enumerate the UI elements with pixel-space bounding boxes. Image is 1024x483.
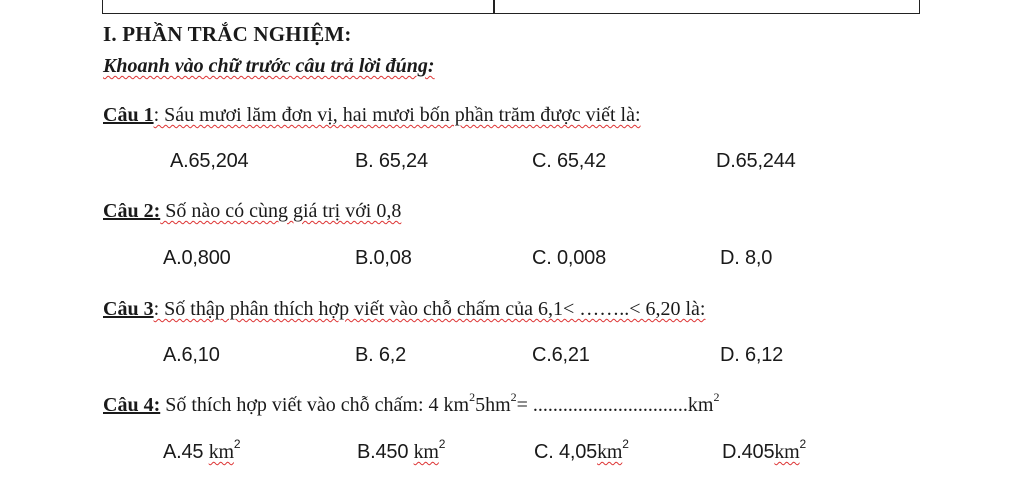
q4-answer-b-value: B.450 — [357, 441, 414, 463]
q3-answer-d[interactable]: D. 6,12 — [720, 344, 784, 366]
q4-answer-a[interactable] — [163, 437, 241, 464]
q4-sup-2: 2 — [510, 390, 517, 405]
question-1 — [103, 104, 641, 127]
q2-answer-d[interactable]: D. 8,0 — [720, 247, 773, 269]
question-4-text-b: 5hm — [475, 394, 511, 416]
q4-sup-1: 2 — [469, 390, 476, 405]
instruction-line: Khoanh vào chữ trước câu trả lời đúng: — [103, 55, 435, 77]
question-3 — [103, 298, 706, 321]
q2-answer-b[interactable]: B.0,08 — [355, 247, 412, 269]
question-4-text-a: Số thích hợp viết vào chỗ chấm: 4 km — [160, 394, 470, 416]
table-divider — [493, 0, 495, 13]
question-3-text: : Số thập phân thích hợp viết vào chỗ chấm của 6,1< ……..< 6,20 là: — [153, 298, 706, 320]
question-2-label: Câu 2: — [103, 200, 161, 222]
q4-answer-b-sup: 2 — [438, 437, 446, 452]
question-1-label: Câu 1 — [103, 104, 154, 126]
q1-answer-d[interactable]: D.65,244 — [716, 150, 796, 172]
q4-answer-d[interactable] — [722, 437, 807, 464]
q4-answer-a-sup: 2 — [233, 437, 241, 452]
q1-answer-c[interactable]: C. 65,42 — [532, 150, 607, 172]
q4-sup-3: 2 — [713, 390, 720, 405]
q4-answer-c-unit: km — [597, 441, 623, 463]
question-4 — [103, 390, 720, 417]
q2-answer-c[interactable]: C. 0,008 — [532, 247, 607, 269]
q3-answer-a[interactable]: A.6,10 — [163, 344, 220, 366]
question-1-text: : Sáu mươi lăm đơn vị, hai mươi bốn phần trăm được viết là: — [153, 104, 641, 126]
q4-answer-c[interactable] — [534, 437, 629, 464]
q4-answer-d-sup: 2 — [799, 437, 807, 452]
instruction-text — [103, 55, 435, 78]
section-heading: I. PHẦN TRẮC NGHIỆM: — [103, 22, 352, 46]
q4-answer-a-unit: km — [208, 441, 234, 463]
q4-answer-b-unit: km — [413, 441, 439, 463]
q1-answer-a[interactable]: A.65,204 — [170, 150, 249, 172]
q4-answer-c-sup: 2 — [622, 437, 629, 452]
question-2-text: Số nào có cùng giá trị với 0,8 — [160, 200, 402, 222]
q3-answer-b[interactable]: B. 6,2 — [355, 344, 407, 366]
q3-answer-c[interactable]: C.6,21 — [532, 344, 590, 366]
question-4-label: Câu 4: — [103, 394, 161, 416]
q4-answer-d-value: D.405 — [722, 441, 775, 463]
q1-answer-b[interactable]: B. 65,24 — [355, 150, 428, 172]
q2-answer-a[interactable]: A.0,800 — [163, 247, 231, 269]
q4-answer-a-value: A.45 — [163, 441, 209, 463]
q4-answer-b[interactable] — [357, 437, 446, 464]
q4-answer-c-value: C. 4,05 — [534, 441, 598, 463]
q4-answer-d-unit: km — [774, 441, 800, 463]
question-2 — [103, 200, 401, 223]
question-3-label: Câu 3 — [103, 298, 154, 320]
top-table-border — [102, 0, 920, 14]
question-4-text-c: = ...............................km — [516, 394, 714, 416]
